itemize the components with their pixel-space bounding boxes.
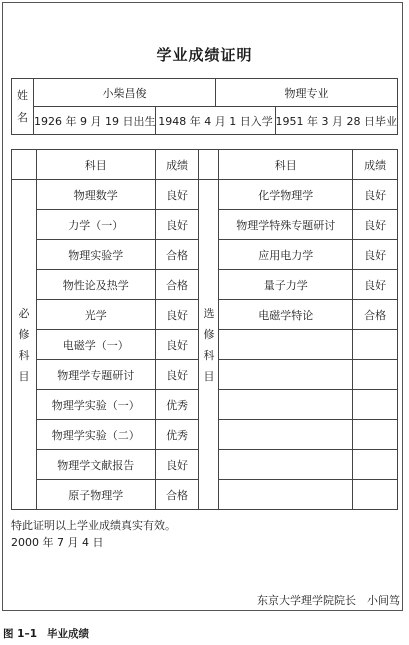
required-subject: 物理学实验（二） bbox=[36, 420, 155, 450]
required-grade: 优秀 bbox=[155, 390, 199, 420]
caption-text: 毕业成绩 bbox=[47, 628, 90, 640]
statement-text: 特此证明以上学业成绩真实有效。 bbox=[11, 519, 176, 532]
header-subject-right: 科目 bbox=[219, 150, 353, 180]
elective-grade bbox=[353, 480, 398, 510]
student-info-table bbox=[11, 78, 398, 135]
elective-grade bbox=[353, 420, 398, 450]
elective-subject: 化学物理学 bbox=[219, 180, 353, 210]
required-grade: 良好 bbox=[155, 180, 199, 210]
name-label: 姓 名 bbox=[12, 79, 34, 135]
caption-number: 图 1–1 bbox=[3, 628, 38, 640]
required-subject: 物性论及热学 bbox=[36, 270, 155, 300]
required-grade: 优秀 bbox=[155, 420, 199, 450]
required-subject: 电磁学（一） bbox=[36, 330, 155, 360]
required-grade: 良好 bbox=[155, 330, 199, 360]
header-grade-right: 成绩 bbox=[353, 150, 398, 180]
elective-grade bbox=[353, 330, 398, 360]
required-grade: 合格 bbox=[155, 480, 199, 510]
elective-grade: 良好 bbox=[353, 240, 398, 270]
elective-subject bbox=[219, 420, 353, 450]
elective-grade bbox=[353, 390, 398, 420]
required-subject: 物理实验学 bbox=[36, 240, 155, 270]
figure-caption bbox=[3, 626, 89, 641]
elective-subject: 电磁学特论 bbox=[219, 300, 353, 330]
student-major: 物理专业 bbox=[215, 79, 397, 107]
certificate-title: 学业成绩证明 bbox=[156, 46, 253, 64]
elective-subject bbox=[219, 480, 353, 510]
elective-grade bbox=[353, 450, 398, 480]
required-grade: 良好 bbox=[155, 300, 199, 330]
required-courses-label: 必 修 科 目 bbox=[12, 180, 37, 510]
elective-subject bbox=[219, 330, 353, 360]
elective-subject bbox=[219, 360, 353, 390]
required-grade: 良好 bbox=[155, 450, 199, 480]
elective-subject: 量子力学 bbox=[219, 270, 353, 300]
required-grade: 合格 bbox=[155, 270, 199, 300]
birth-date: 1926 年 9 月 19 日出生 bbox=[34, 107, 156, 135]
required-grade: 良好 bbox=[155, 210, 199, 240]
required-subject: 光学 bbox=[36, 300, 155, 330]
header-grade-left: 成绩 bbox=[155, 150, 199, 180]
elective-grade: 合格 bbox=[353, 300, 398, 330]
signature-line: 东京大学理学院院长 小间笃 bbox=[257, 594, 400, 607]
elective-subject bbox=[219, 450, 353, 480]
header-subject-left: 科目 bbox=[36, 150, 155, 180]
corner-cell-right bbox=[199, 150, 219, 180]
required-subject: 物理数学 bbox=[36, 180, 155, 210]
required-subject: 物理学专题研讨 bbox=[36, 360, 155, 390]
elective-grade: 良好 bbox=[353, 210, 398, 240]
corner-cell bbox=[12, 150, 37, 180]
elective-grade: 良好 bbox=[353, 270, 398, 300]
elective-grade: 良好 bbox=[353, 180, 398, 210]
grade-row bbox=[12, 180, 398, 210]
issue-date: 2000 年 7 月 4 日 bbox=[11, 536, 104, 549]
elective-subject bbox=[219, 390, 353, 420]
required-subject: 原子物理学 bbox=[36, 480, 155, 510]
elective-courses-label: 选 修 科 目 bbox=[199, 180, 219, 510]
elective-subject: 物理学特殊专题研讨 bbox=[219, 210, 353, 240]
enroll-date: 1948 年 4 月 1 日入学 bbox=[156, 107, 275, 135]
required-subject: 物理学实验（一） bbox=[36, 390, 155, 420]
required-grade: 合格 bbox=[155, 240, 199, 270]
elective-grade bbox=[353, 360, 398, 390]
student-name: 小柴昌俊 bbox=[34, 79, 216, 107]
elective-subject: 应用电力学 bbox=[219, 240, 353, 270]
graduate-date: 1951 年 3 月 28 日毕业 bbox=[275, 107, 397, 135]
required-grade: 良好 bbox=[155, 360, 199, 390]
required-subject: 物理学文献报告 bbox=[36, 450, 155, 480]
grades-table bbox=[11, 149, 398, 510]
required-subject: 力学（一） bbox=[36, 210, 155, 240]
